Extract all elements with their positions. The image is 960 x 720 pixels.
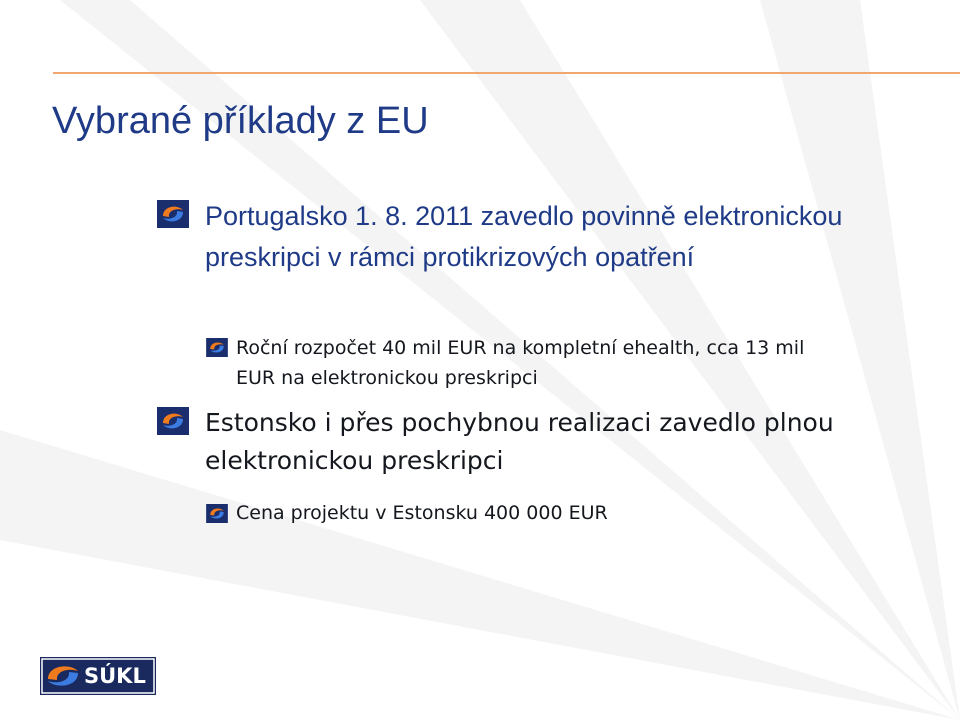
bullet-text: Roční rozpočet 40 mil EUR na kompletní ehealth, cca 13 mil EUR na elektronickou preskripci [236,337,805,389]
swirl-bullet-icon [157,200,189,228]
bullet-item-estonia-cost [236,498,836,528]
swirl-bullet-icon [206,504,228,523]
bullet-text: Cena projektu v Estonsku 400 000 EUR [236,502,608,524]
swirl-bullet-icon [206,338,228,357]
slide-title: Vybrané příklady z EU [52,100,429,142]
swirl-bullet-icon [157,407,189,435]
bullet-text: Estonsko i přes pochybnou realizaci zavedlo plnou elektronickou preskripci [205,408,834,475]
bullet-item-portugal-budget [236,333,846,393]
bullet-item-estonia [205,404,925,480]
bullet-text: Portugalsko 1. 8. 2011 zavedlo povinně elektronickou preskripci v rámci protikrizových opatření [205,201,843,272]
logo-text: SÚKL [84,664,146,688]
sukl-logo [40,657,156,695]
bullet-item-portugal [205,196,845,278]
